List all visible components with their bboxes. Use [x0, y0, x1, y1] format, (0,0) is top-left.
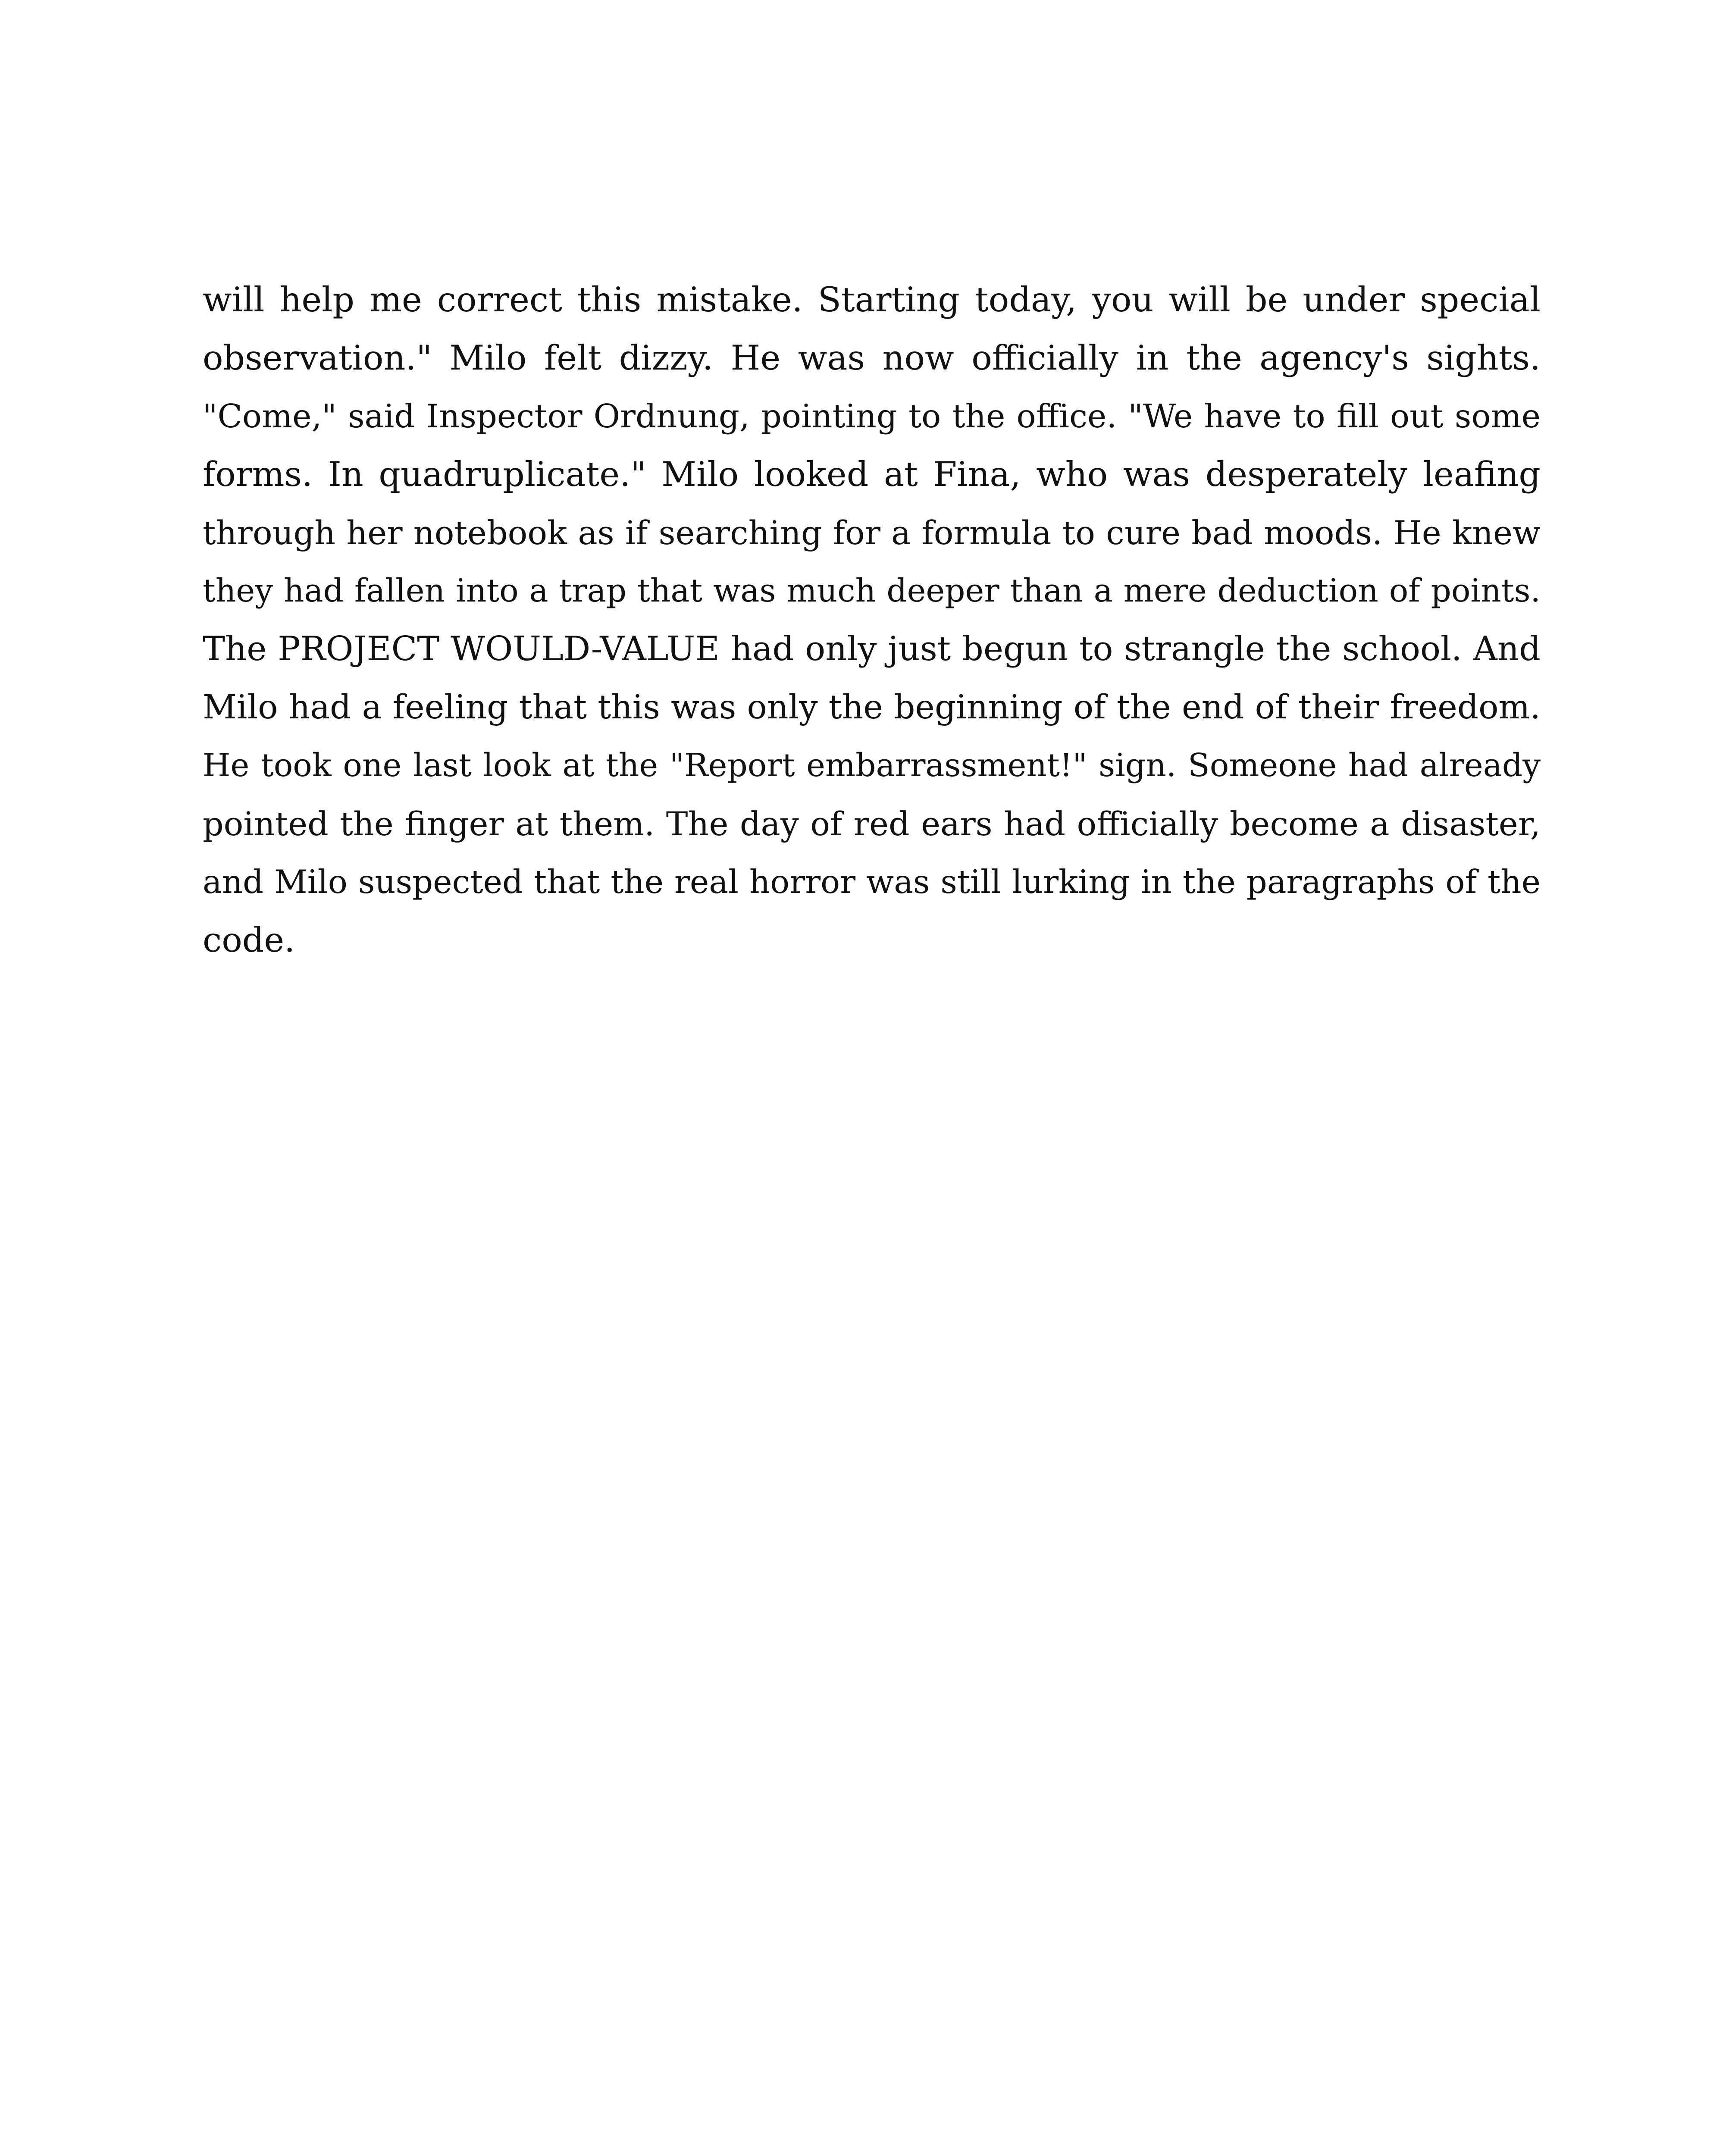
text-line: observation." Milo felt dizzy. He was now officially in the agency's sights. [203, 338, 1541, 378]
text-line: "Come," said Inspector Ordnung, pointing to the office. "We have to fill out some [203, 397, 1541, 435]
text-line: through her notebook as if searching for a formula to cure bad moods. He knew [203, 514, 1541, 552]
text-line: forms. In quadruplicate." Milo looked at Fina, who was desperately leafing [203, 454, 1541, 494]
text-line: The PROJECT WOULD-VALUE had only just begun to strangle the school. And [203, 630, 1541, 668]
text-line: and Milo suspected that the real horror was still lurking in the paragraphs of the [203, 863, 1541, 901]
body-paragraph [203, 271, 1541, 969]
text-line: will help me correct this mistake. Starting today, you will be under special [203, 280, 1541, 320]
text-line: pointed the finger at them. The day of red ears had officially become a disaster, [203, 805, 1541, 843]
text-line: they had fallen into a trap that was much deeper than a mere deduction of points. [203, 572, 1541, 609]
text-line: He took one last look at the "Report embarrassment!" sign. Someone had already [203, 747, 1541, 784]
text-line: Milo had a feeling that this was only the beginning of the end of their freedom. [203, 688, 1541, 727]
text-line: code. [203, 920, 295, 960]
